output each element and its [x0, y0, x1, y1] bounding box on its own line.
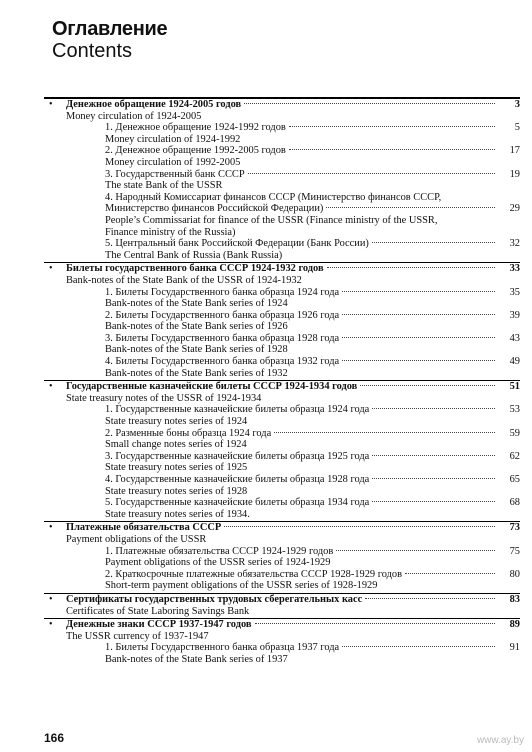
- toc-item-en: The Central Bank of Russia (Bank Russia): [105, 249, 283, 261]
- dot-leader: [342, 646, 495, 647]
- toc-item-page: 91: [509, 642, 520, 654]
- toc-section-heading[interactable]: [44, 594, 520, 606]
- bullet-icon: •: [49, 263, 53, 275]
- toc-item[interactable]: [44, 404, 520, 416]
- toc-item-ru: 1. Билеты Государственного банка образца 1937 года: [105, 642, 340, 654]
- toc-item-en: Bank-notes of the State Bank series of 1924: [105, 298, 288, 310]
- toc-item-page: 17: [509, 145, 520, 157]
- section-subtitle-en: Certificates of State Laboring Savings Bank: [66, 605, 250, 617]
- toc-item[interactable]: [44, 546, 520, 558]
- toc-item-page: 80: [509, 568, 520, 580]
- section-page: 33: [509, 263, 520, 275]
- toc-item-page: 53: [509, 404, 520, 416]
- toc-item[interactable]: [44, 497, 520, 509]
- dot-leader: [342, 314, 495, 315]
- toc-item-en: Short-term payment obligations of the USSR series of 1928-1929: [105, 580, 378, 592]
- toc-item-page: 32: [509, 238, 520, 250]
- bullet-icon: •: [49, 619, 53, 631]
- toc-item[interactable]: [44, 122, 520, 134]
- section-page: 83: [509, 593, 520, 605]
- toc-item-page: 75: [509, 545, 520, 557]
- dot-leader: [372, 242, 495, 243]
- dot-leader: [224, 526, 495, 527]
- toc-item[interactable]: [44, 569, 520, 581]
- toc-item-ru: 5. Центральный банк Российской Федерации (Банк России): [105, 238, 369, 250]
- toc-item-ru: 3. Государственный банк СССР: [105, 168, 245, 180]
- toc-item[interactable]: [44, 356, 520, 368]
- toc-item-ru: 5. Государственные казначейские билеты образца 1934 года: [105, 497, 370, 509]
- toc-item-en: State treasury notes series of 1934.: [105, 508, 250, 520]
- toc-item-ru: 2. Краткосрочные платежные обязательства СССР 1928-1929 годов: [105, 568, 402, 580]
- toc-item-page: 59: [509, 427, 520, 439]
- toc-item-en: Money circulation of 1924-1992: [105, 133, 241, 145]
- dot-leader: [372, 408, 495, 409]
- bullet-icon: •: [49, 99, 53, 110]
- section-page: 73: [509, 522, 520, 534]
- toc-item-ru: 1. Денежное обращение 1924-1992 годов: [105, 122, 286, 134]
- dot-leader: [342, 337, 495, 338]
- toc-section: [44, 97, 520, 261]
- toc-section: [44, 593, 520, 617]
- dot-leader: [365, 598, 495, 599]
- toc-item[interactable]: [44, 642, 520, 654]
- section-title: Платежные обязательства СССР: [66, 522, 222, 534]
- table-of-contents: [44, 96, 520, 666]
- toc-item-en: Bank-notes of the State Bank series of 1932: [105, 367, 288, 379]
- section-subtitle-en: Payment obligations of the USSR: [66, 533, 207, 545]
- dot-leader: [274, 432, 495, 433]
- title-english: Contents: [52, 40, 133, 62]
- toc-item[interactable]: [44, 145, 520, 157]
- dot-leader: [372, 455, 495, 456]
- toc-item-page: 68: [509, 497, 520, 509]
- dot-leader: [372, 478, 495, 479]
- dot-leader: [336, 550, 495, 551]
- toc-section: [44, 380, 520, 520]
- section-title: Государственные казначейские билеты СССР 1924-1934 годов: [66, 381, 358, 393]
- toc-item-en: State treasury notes series of 1924: [105, 416, 248, 428]
- toc-item-en: Payment obligations of the USSR series of 1924-1929: [105, 557, 331, 569]
- toc-section: [44, 521, 520, 592]
- toc-item-en: Finance ministry of the Russia): [105, 226, 236, 238]
- toc-item-en: State treasury notes series of 1925: [105, 462, 248, 474]
- watermark: www.ay.by: [476, 735, 524, 746]
- toc-item-ru: 4. Билеты Государственного банка образца 1932 года: [105, 356, 340, 368]
- toc-item-ru: 1. Платежные обязательства СССР 1924-1929 годов: [105, 545, 334, 557]
- toc-item-ru: 2. Денежное обращение 1992-2005 годов: [105, 145, 286, 157]
- toc-section-heading[interactable]: [44, 381, 520, 393]
- toc-section: [44, 618, 520, 665]
- toc-item-page: 43: [509, 332, 520, 344]
- toc-item-ru: 3. Государственные казначейские билеты образца 1925 года: [105, 450, 370, 462]
- dot-leader: [327, 267, 495, 268]
- toc-item-en: Bank-notes of the State Bank series of 1937: [105, 653, 288, 665]
- section-page: 89: [509, 619, 520, 631]
- toc-item-page: 5: [514, 122, 520, 134]
- dot-leader: [326, 207, 495, 208]
- toc-item[interactable]: [44, 451, 520, 463]
- toc-item-ru: Министерство финансов Российской Федерации): [105, 203, 324, 215]
- toc-item-en: Money circulation of 1992-2005: [105, 156, 241, 168]
- section-title: Денежные знаки СССР 1937-1947 годов: [66, 619, 252, 631]
- toc-item-ru: 4. Народный Комиссариат финансов СССР (Министерство финансов СССР,: [105, 191, 442, 203]
- toc-section-heading[interactable]: [44, 619, 520, 631]
- toc-item-page: 62: [509, 450, 520, 462]
- dot-leader: [360, 385, 495, 386]
- section-subtitle-en: Bank-notes of the State Bank of the USSR of 1924-1932: [66, 274, 302, 286]
- section-page: 51: [509, 381, 520, 393]
- toc-item-ru: 4. Государственные казначейские билеты образца 1928 года: [105, 474, 370, 485]
- section-subtitle-en: State treasury notes of the USSR of 1924-1934: [66, 392, 262, 404]
- toc-item[interactable]: [44, 287, 520, 299]
- toc-item[interactable]: [44, 238, 520, 250]
- title-russian: Оглавление: [52, 18, 168, 40]
- toc-item-en: Small change notes series of 1924: [105, 439, 247, 451]
- toc-section-heading[interactable]: [44, 263, 520, 275]
- toc-item[interactable]: [44, 203, 520, 215]
- toc-item[interactable]: [44, 474, 520, 486]
- toc-item-ru: 3. Билеты Государственного банка образца 1928 года: [105, 332, 340, 344]
- section-title: Сертификаты государственных трудовых сберегательных касс: [66, 593, 363, 605]
- toc-item-en: People’s Commissariat for finance of the USSR (Finance ministry of the USSR,: [105, 214, 438, 226]
- toc-item-page: 29: [509, 203, 520, 215]
- toc-item[interactable]: [44, 169, 520, 181]
- section-page: 3: [514, 99, 520, 110]
- page-header: [52, 18, 167, 62]
- dot-leader: [342, 291, 495, 292]
- toc-item-page: 65: [509, 474, 520, 485]
- dot-leader: [255, 623, 496, 624]
- dot-leader: [289, 126, 495, 127]
- toc-section: [44, 262, 520, 379]
- toc-section-heading[interactable]: [44, 522, 520, 534]
- bullet-icon: •: [49, 593, 53, 605]
- toc-item-ru: 2. Билеты Государственного банка образца 1926 года: [105, 309, 340, 321]
- toc-item-ru: 2. Разменные боны образца 1924 года: [105, 427, 272, 439]
- bullet-icon: •: [49, 522, 53, 534]
- dot-leader: [244, 103, 495, 104]
- toc-item[interactable]: [44, 428, 520, 440]
- toc-item-ru: 1. Государственные казначейские билеты образца 1924 года: [105, 404, 370, 416]
- toc-section-heading[interactable]: [44, 99, 520, 111]
- page-number: 166: [44, 731, 65, 745]
- dot-leader: [342, 360, 495, 361]
- section-subtitle-en: Money circulation of 1924-2005: [66, 110, 202, 122]
- section-subtitle-en: The USSR currency of 1937-1947: [66, 630, 209, 642]
- section-title: Билеты государственного банка СССР 1924-1932 годов: [66, 263, 324, 275]
- dot-leader: [405, 573, 495, 574]
- toc-item[interactable]: [44, 333, 520, 345]
- bullet-icon: •: [49, 381, 53, 393]
- dot-leader: [289, 149, 495, 150]
- dot-leader: [372, 501, 495, 502]
- toc-item-en: State treasury notes series of 1928: [105, 485, 248, 497]
- toc-item-en: Bank-notes of the State Bank series of 1926: [105, 321, 288, 333]
- section-title: Денежное обращение 1924-2005 годов: [66, 99, 242, 110]
- toc-item-page: 35: [509, 286, 520, 298]
- toc-item[interactable]: [44, 310, 520, 322]
- toc-item-page: 19: [509, 168, 520, 180]
- toc-item-page: 49: [509, 356, 520, 368]
- toc-item-en: The state Bank of the USSR: [105, 180, 223, 192]
- toc-item-ru: 1. Билеты Государственного банка образца 1924 года: [105, 286, 340, 298]
- toc-item-en: Bank-notes of the State Bank series of 1928: [105, 344, 288, 356]
- dot-leader: [248, 173, 495, 174]
- toc-item-page: 39: [509, 309, 520, 321]
